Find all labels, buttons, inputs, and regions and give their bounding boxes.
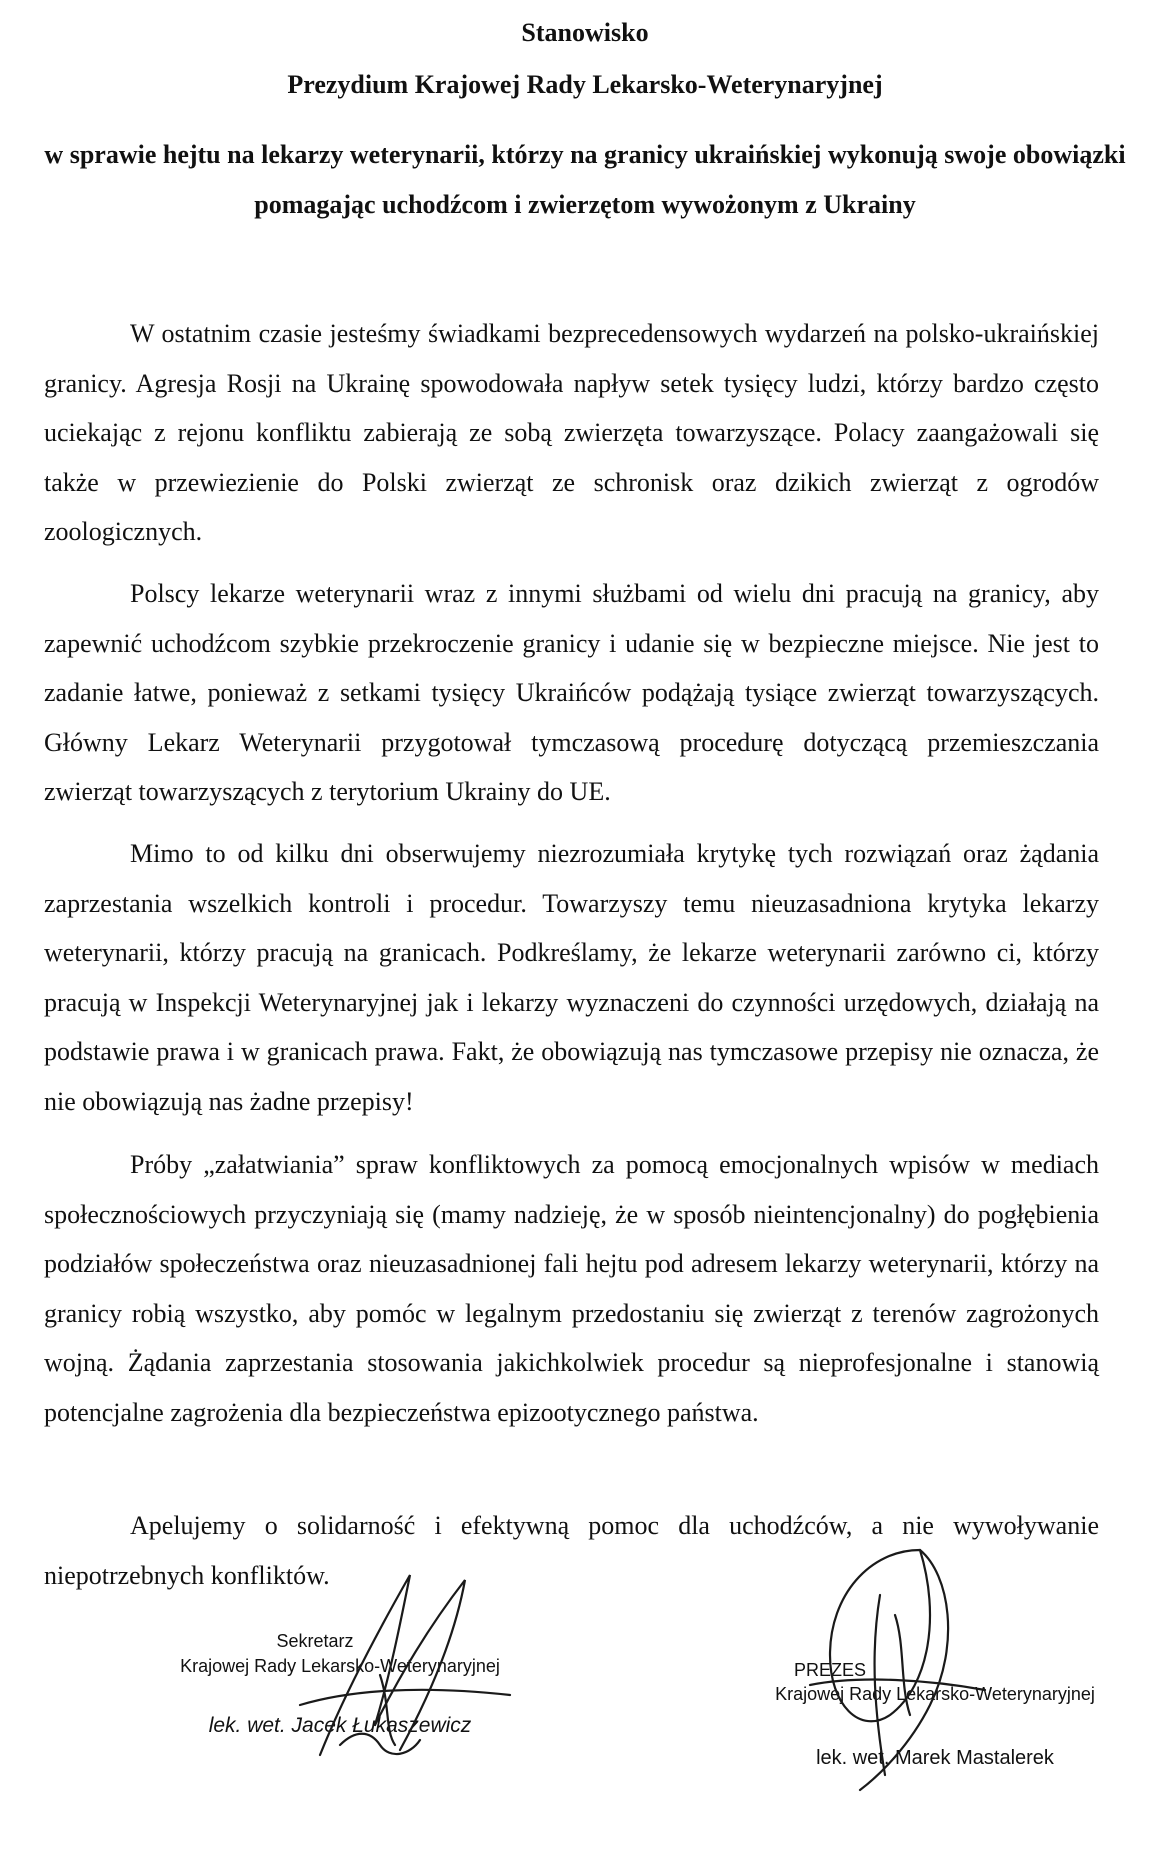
signature-president-role: PREZES <box>793 1660 867 1680</box>
signature-president-body: Krajowej Rady Lekarsko-Weterynaryjnej <box>775 1684 1095 1704</box>
paragraph-1: W ostatnim czasie jesteśmy świadkami bezprecedensowych wydarzeń na polsko-ukraińskiej granicy. Agresja Rosji na Ukrainę spowodowała napływ setek tysięcy ludzi, którzy bardzo często uciekając z rejonu konfliktu zabierają ze sobą zwierzęta towarzyszące. Polacy zaangażowali się także w przewiezienie do Polski zwierząt ze schronisk oraz dzikich zwierząt z ogrodów zoologicznych. <box>44 319 1099 547</box>
signature-secretary <box>150 1555 530 1785</box>
issuing-body: Prezydium Krajowej Rady Lekarsko-Weterynaryjnej <box>287 70 883 99</box>
paragraph-3: Mimo to od kilku dni obserwujemy niezrozumiała krytykę tych rozwiązań oraz żądania zaprzestania wszelkich kontroli i procedur. Towarzyszy temu nieuzasadniona krytyka lekarzy weterynarii, którzy pracują na granicach. Podkreślamy, że lekarze weterynarii zarówno ci, którzy pracują w Inspekcji Weterynaryjnej jak i lekarzy wyznaczeni do czynności urzędowych, działają na podstawie prawa i w granicach prawa. Fakt, że obowiązują nas tymczasowe przepisy nie oznacza, że nie obowiązują nas żadne przepisy! <box>44 839 1099 1116</box>
paragraph-2: Polscy lekarze weterynarii wraz z innymi służbami od wielu dni pracują na granicy, aby zapewnić uchodźcom szybkie przekroczenie granicy i udanie się w bezpieczne miejsce. Nie jest to zadanie łatwe, ponieważ z setkami tysięcy Ukraińców podążają tysiące zwierząt towarzyszących. Główny Lekarz Weterynarii przygotował tymczasową procedurę dotyczącą przemieszczania zwierząt towarzyszących z terytorium Ukrainy do UE. <box>44 579 1099 807</box>
document-title: Stanowisko <box>521 18 649 47</box>
paragraph-4: Próby „załatwiania” spraw konfliktowych za pomocą emocjonalnych wpisów w mediach społecznościowych przyczyniają się (mamy nadzieję, że w sposób nieintencjonalny) do pogłębienia podziałów społeczeństwa oraz nieuzasadnionej fali hejtu pod adresem lekarzy weterynarii, którzy na granicy robią wszystko, aby pomóc w legalnym przedostaniu się zwierząt z terenów zagrożonych wojną. Żądania zaprzestania stosowania jakichkolwiek procedur są nieprofesjonalne i stanowią potencjalne zagrożenia dla bezpieczeństwa epizootycznego państwa. <box>44 1150 1099 1427</box>
signature-secretary-body: Krajowej Rady Lekarsko-Weterynaryjnej <box>180 1656 500 1676</box>
paragraph-5: Apelujemy o solidarność i efektywną pomoc dla uchodźców, a nie wywoływanie niepotrzebnych konfliktów. <box>44 1511 1099 1590</box>
signature-president <box>740 1535 1130 1795</box>
document-subject: w sprawie hejtu na lekarzy weterynarii, którzy na granicy ukraińskiej wykonują swoje obowiązki pomagając uchodźcom i zwierzętom wywożonym z Ukrainy <box>44 140 1126 219</box>
signature-president-name: lek. wet. Marek Mastalerek <box>816 1747 1054 1769</box>
signature-secretary-role: Sekretarz <box>276 1631 354 1651</box>
signature-secretary-name: lek. wet. Jacek Łukaszewicz <box>208 1714 472 1737</box>
